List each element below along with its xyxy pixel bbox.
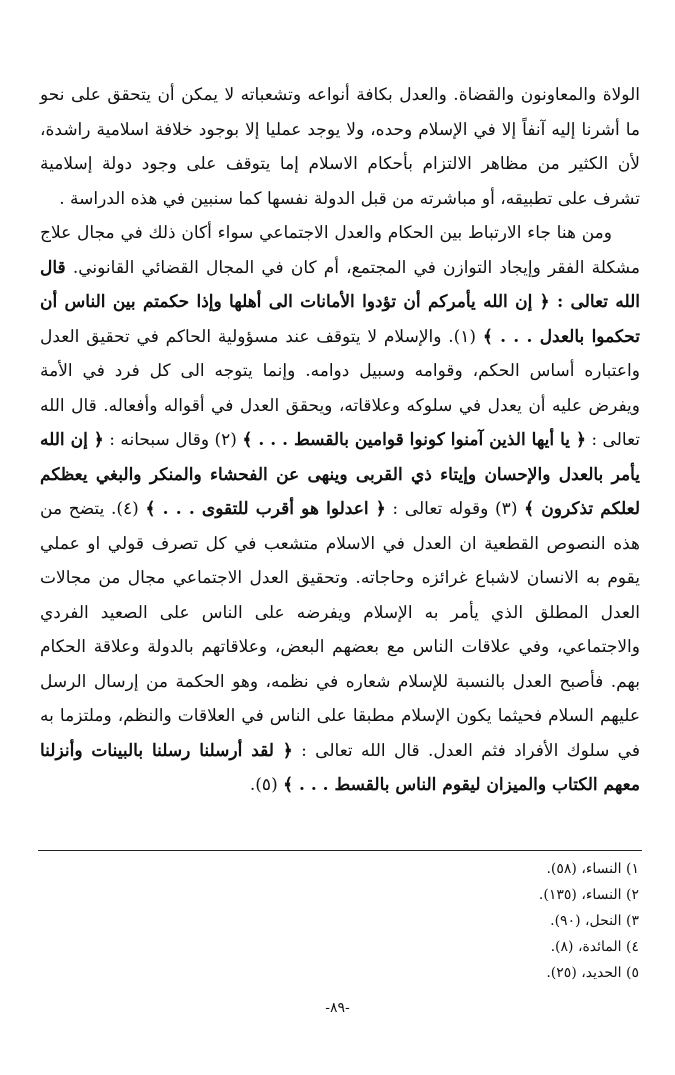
page-number: -٨٩-: [325, 1000, 350, 1016]
paragraph: [40, 216, 640, 803]
footnote: ٢) النساء، (١٣٥).: [538, 887, 639, 903]
quranic-quote: قال الله تعالى : ﴿ إن الله يأمركم أن تؤدوا الأمانات الى أهلها وإذا حكمتم بين الناس أن تحكموا بالعدل . . . ﴾: [40, 257, 640, 347]
text-segment: (٥).: [249, 775, 284, 795]
footnote: ٣) النحل، (٩٠).: [550, 913, 639, 929]
quranic-quote: ﴿ لقد أرسلنا رسلنا بالبينات وأنزلنا معهم الكتاب والميزان ليقوم الناس بالقسط . . . ﴾: [40, 740, 640, 795]
text-segment: الولاة والمعاونون والقضاة. والعدل بكافة أنواعه وتشعباته لا يمكن أن يتحقق على نحو ما أشرنا إليه آنفاً إلا في الإسلام وحده، ولا يوجد عمليا إلا بوجود خلافة اسلامية راشدة، لأن الكثير من مظاهر الالتزام بأحكام الاسلام إما يتوقف على وجود دولة إسلامية تشرف على تطبيقه، أو مباشرته من قبل الدولة نفسها كما سنبين في هذه الدراسة .: [40, 85, 640, 209]
body-text: [40, 78, 640, 803]
text-segment: (٢) وقال سبحانه :: [103, 430, 243, 450]
footnotes: [339, 856, 639, 986]
footnote: ١) النساء، (٥٨).: [546, 861, 639, 877]
text-segment: (٣) وقوله تعالى :: [385, 499, 525, 519]
quranic-quote: ﴿ إن الله يأمر بالعدل والإحسان وإيتاء ذي القربى وينهى عن الفحشاء والمنكر والبغي يعظكم لعلكم تذكرون ﴾: [40, 430, 640, 519]
footnote: ٤) المائدة، (٨).: [550, 939, 639, 955]
text-segment: ومن هنا جاء الارتباط بين الحكام والعدل الاجتماعي سواء أكان ذلك في مجال علاج مشكلة الفقر وإيجاد التوازن في المجتمع، أم كان في المجال القضائي القانوني.: [40, 223, 640, 278]
quranic-quote: ﴿ يا أيها الذين آمنوا كونوا قوامين بالقسط . . . ﴾: [242, 430, 586, 450]
footnote-separator: [38, 850, 642, 851]
paragraph: [40, 78, 640, 216]
footnote: ٥) الحديد، (٢٥).: [546, 965, 639, 981]
quranic-quote: ﴿ اعدلوا هو أقرب للتقوى . . . ﴾: [145, 499, 386, 519]
text-segment: (٤). يتضح من هذه النصوص القطعية ان العدل في الاسلام متشعب في كل تصرف قولي او عملي يقوم به الانسان لاشباع غرائزه وحاجاته. وتحقيق العدل الاجتماعي مجال من مجالات العدل المطلق الذي يأمر به الإسلام ويفرضه على الناس على الصعيد الفردي والاجتماعي، وفي علاقات الناس مع بعضهم البعض، وعلاقاتهم بالدولة وعلاقة الحكام بهم. فأصبح العدل بالنسبة للإسلام شعاره في نظمه، وهو الحكمة من إرسال الرسل عليهم السلام فحيثما يكون الإسلام مطبقا على الناس في العلاقات والنظم، وملتزما به في سلوك الأفراد فثم العدل. قال الله تعالى :: [40, 499, 640, 761]
text-segment: (١). والإسلام لا يتوقف عند مسؤولية الحاكم في تحقيق العدل واعتباره أساس الحكم، وقوامه وسبيل دوامه. وإنما يتوجه الى كل فرد في الأمة ويفرض عليه أن يعدل في سلوكه وعلاقاته، ويحقق العدل في أقواله وأفعاله. قال الله تعالى :: [40, 326, 641, 450]
